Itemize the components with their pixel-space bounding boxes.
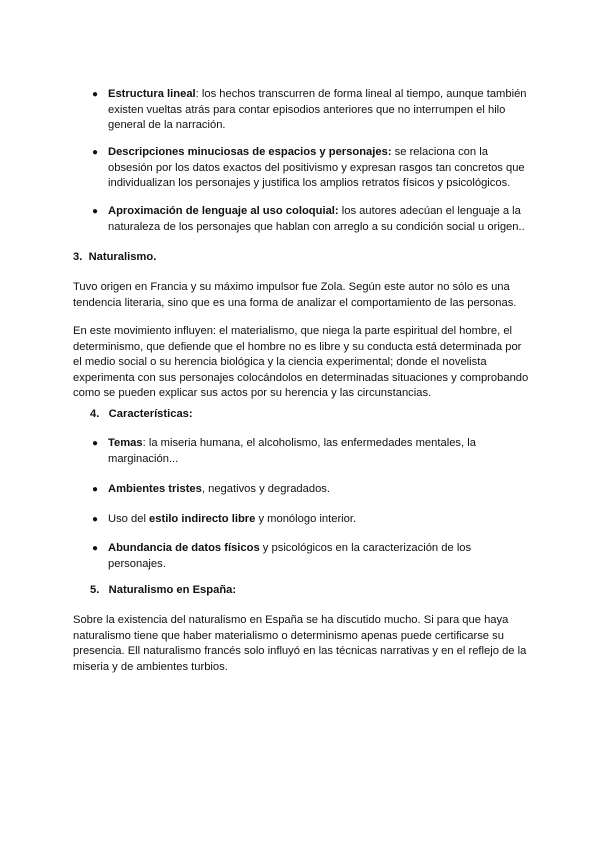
list-item-text [108,145,528,192]
list-item-bold: Descripciones minuciosas de espacios y personajes: [108,146,392,158]
bullet-icon: ● [91,438,99,449]
bullet-icon: ● [91,514,99,525]
list-item-bold: Temas [108,437,143,449]
section-heading-4 [90,407,193,423]
section-title: Naturalismo. [88,251,157,263]
list-item-text [108,512,528,528]
bullet-icon: ● [91,147,99,158]
section-heading-3 [73,250,156,266]
list-item-body: : los hechos transcurren de forma lineal al tiempo, aunque también existen vueltas atrás para contar episodios anteriores que no interrumpen el hilo general de la narración. [108,88,527,131]
section-heading-5 [90,583,236,599]
section-number: 5. [90,584,100,596]
list-item-text [108,204,528,235]
list-item-body: y monólogo interior. [255,513,357,525]
list-item-bold: Abundancia de datos físicos [108,542,260,554]
list-item-body: : la miseria humana, el alcoholismo, las enfermedades mentales, la marginación... [108,437,476,465]
list-item-bold: Aproximación de lenguaje al uso coloquial: [108,205,339,217]
list-item-text [108,541,528,572]
section-number: 3. [73,251,83,263]
section-number: 4. [90,408,100,420]
list-item-text [108,87,528,134]
list-item-body: , negativos y degradados. [201,483,331,495]
list-item-bold: estilo indirecto libre [149,513,256,525]
paragraph: En este movimiento influyen: el materialismo, que niega la parte espiritual del hombre, el determinismo, que defiende que el hombre no es libre y su conducta está determinada por el medio social o su herencia biológica y la ciencia experimental; donde el novelista experimenta con sus personajes colocándolos en determinadas situaciones y comprobando como se pueden explicar sus actos por su herencia y las circunstancias. [73,325,529,399]
paragraph: Tuvo origen en Francia y su máximo impulsor fue Zola. Según este autor no sólo es una tendencia literaria, sino que es una forma de analizar el comportamiento de las personas. [73,281,517,309]
bullet-icon: ● [91,484,99,495]
bullet-icon: ● [91,89,99,100]
list-item-body: se relaciona con la obsesión por los datos exactos del positivismo y expresan rasgos tan concretos que individualizan los personajes y justifica los amplios retratos físicos y psicológicos. [108,146,525,189]
section-title: Características: [108,408,193,420]
list-item-text [108,482,528,498]
list-item-bold: Estructura lineal [108,88,196,100]
list-item-text [108,436,528,467]
list-item-body: y psicológicos en la caracterización de los personajes. [108,542,472,570]
list-item-bold: Ambientes tristes [108,483,202,495]
paragraph: Sobre la existencia del naturalismo en España se ha discutido mucho. Si para que haya naturalismo tiene que haber materialismo o determinismo apenas puede certificarse su presencia. Ell naturalismo francés solo influyó en las técnicas narrativas y en el reflejo de la miseria y de ambientes turbios. [73,614,527,673]
list-item-body: los autores adecúan el lenguaje a la naturaleza de los personajes que hablan con arreglo a su condición social u origen.. [108,205,525,233]
bullet-icon: ● [91,543,99,554]
bullet-icon: ● [91,206,99,217]
list-item-prefix: Uso del [108,513,150,525]
section-title: Naturalismo en España: [108,584,237,596]
